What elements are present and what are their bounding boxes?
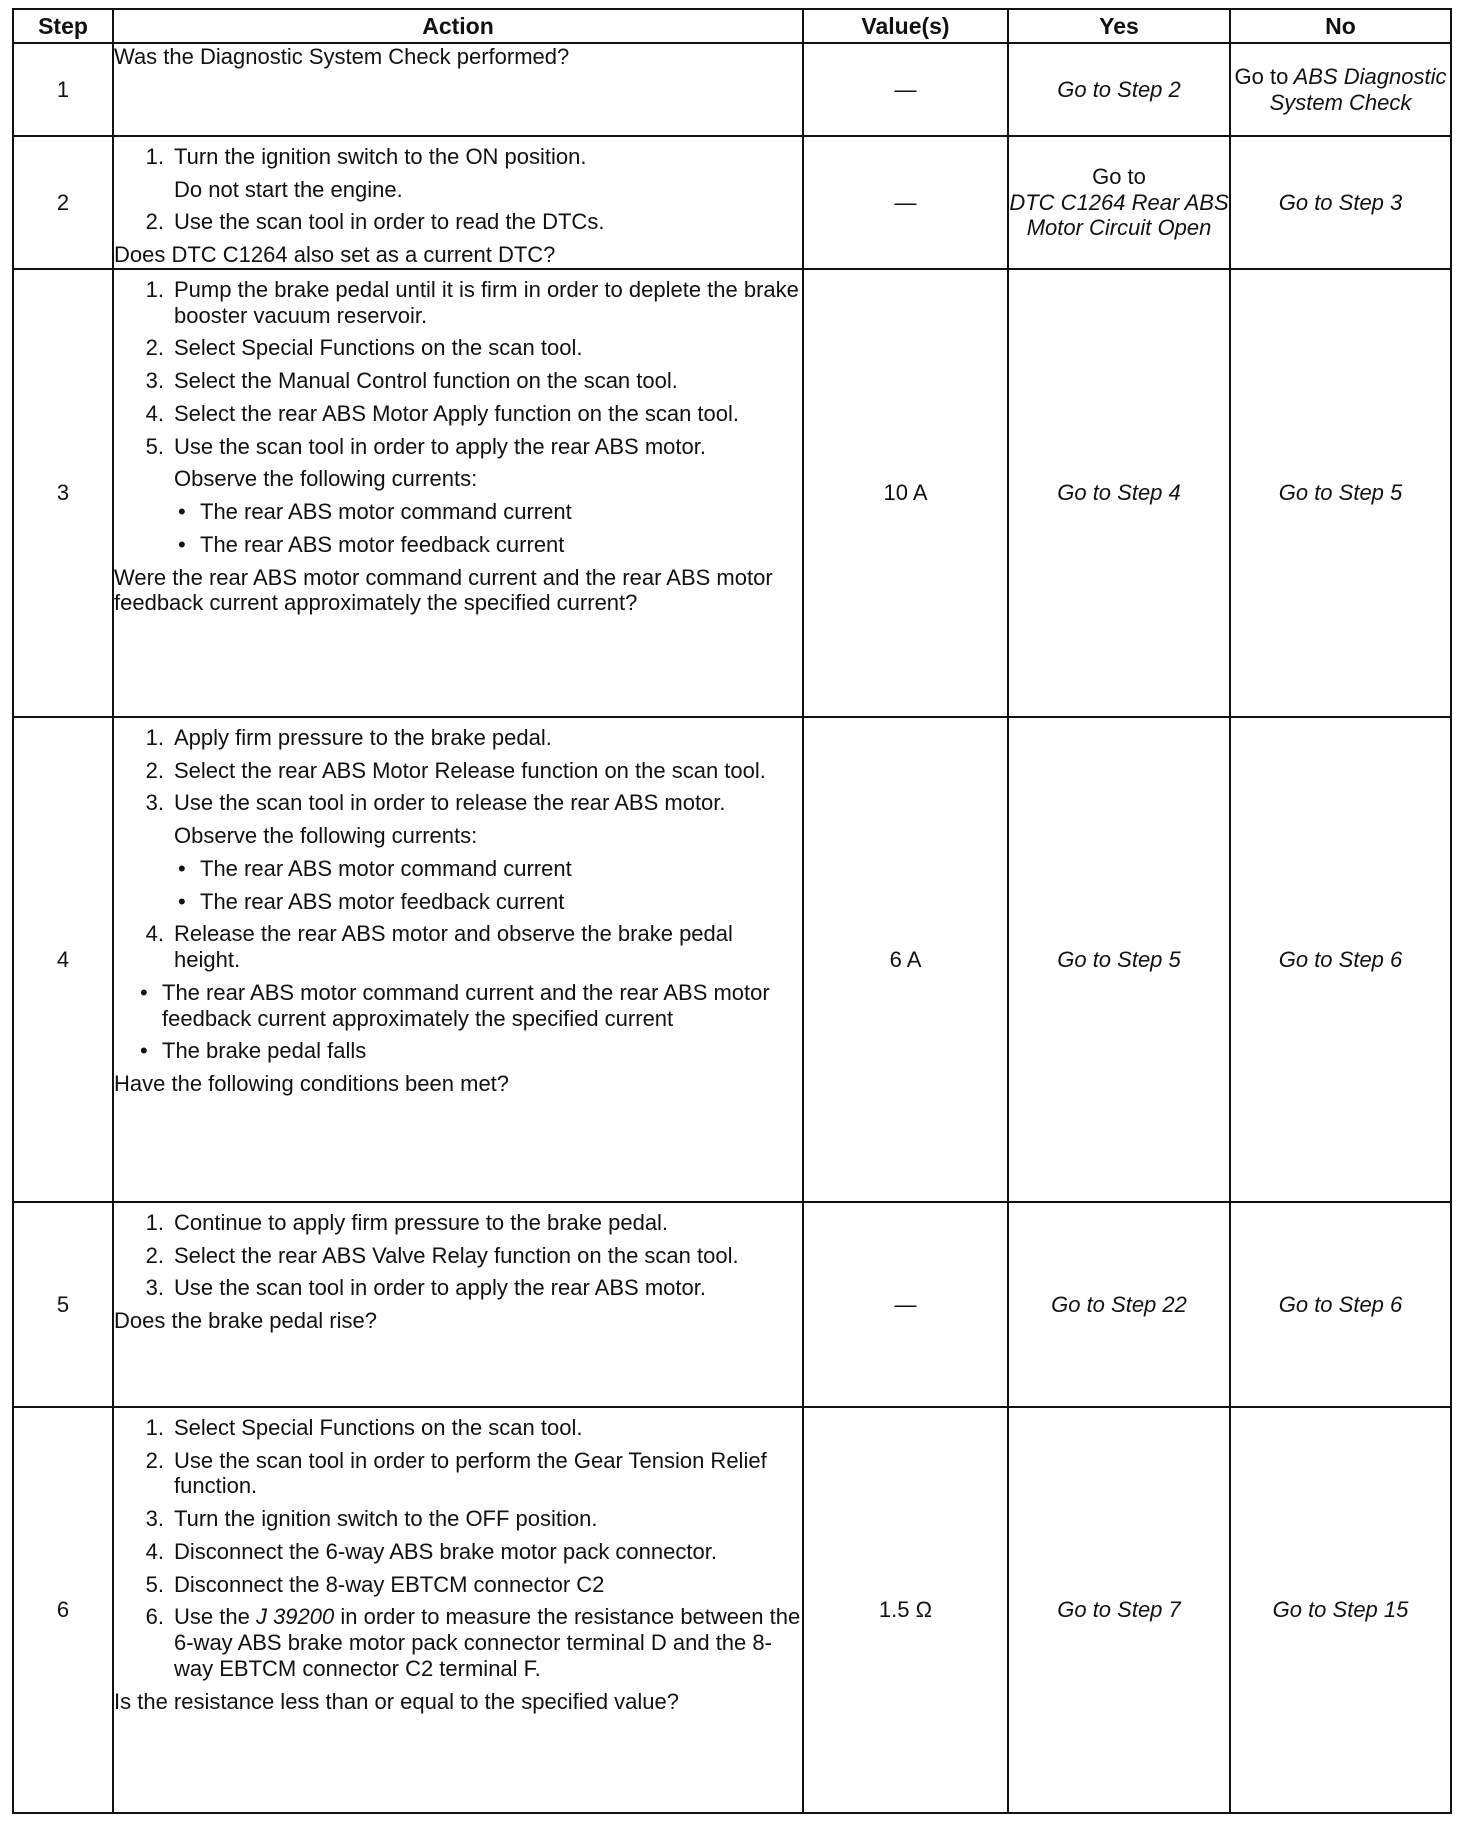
header-no: No <box>1230 9 1451 43</box>
item6-rest: in order to measure the resistance between the 6-way ABS brake motor pack connector terminal D and the 8-way EBTCM connector C2 terminal F. <box>174 1604 801 1681</box>
step-value: — <box>803 1202 1008 1407</box>
step-action <box>113 717 803 1202</box>
no-link[interactable]: ABS Diagnostic System Check <box>1269 63 1447 115</box>
list-item: 1. Turn the ignition switch to the ON position. <box>145 144 587 169</box>
step-1-row <box>13 43 1451 136</box>
step-2-row <box>13 136 1451 269</box>
diagnostic-table <box>12 8 1452 1814</box>
question: Is the resistance less than or equal to the specified value? <box>114 1688 680 1714</box>
step-3-row <box>13 269 1451 717</box>
no-prefix: Go to <box>1234 63 1289 89</box>
condition-item: • The rear ABS motor command current and the rear ABS motor feedback current approximately the specified current <box>140 979 770 1031</box>
step-number: 3 <box>13 269 113 717</box>
header-yes: Yes <box>1008 9 1230 43</box>
list-item: 2. Use the scan tool in order to perform the Gear Tension Relief function. <box>145 1447 767 1499</box>
no-action[interactable] <box>1230 43 1451 136</box>
list-item: 2. Select the rear ABS Valve Relay function on the scan tool. <box>145 1242 739 1268</box>
header-row <box>13 9 1451 43</box>
step-number: 1 <box>13 43 113 136</box>
no-action[interactable]: Go to Step 6 <box>1230 1202 1451 1407</box>
bullet-item: • The rear ABS motor command current <box>178 855 572 881</box>
yes-action[interactable] <box>1008 136 1230 269</box>
observe-note: Observe the following currents: <box>174 823 478 849</box>
list-item: 5. Disconnect the 8-way EBTCM connector C2 <box>145 1571 605 1597</box>
no-action[interactable]: Go to Step 15 <box>1230 1407 1451 1813</box>
list-item: 3. Turn the ignition switch to the OFF position. <box>145 1506 598 1532</box>
list-item: 2. Select the rear ABS Motor Release function on the scan tool. <box>145 757 766 783</box>
step-number: 2 <box>13 136 113 269</box>
question: Does the brake pedal rise? <box>114 1308 377 1334</box>
step-6-row <box>13 1407 1451 1813</box>
list-item: 4. Disconnect the 6-way ABS brake motor pack connector. <box>145 1538 717 1564</box>
question: Does DTC C1264 also set as a current DTC? <box>114 242 556 268</box>
list-item: 2. Select Special Functions on the scan tool. <box>145 335 583 361</box>
step-value: 10 A <box>803 269 1008 717</box>
yes-action[interactable]: Go to Step 7 <box>1008 1407 1230 1813</box>
header-step: Step <box>13 9 113 43</box>
no-action[interactable]: Go to Step 3 <box>1230 136 1451 269</box>
item-note: Do not start the engine. <box>174 176 403 202</box>
list-item: 1. Pump the brake pedal until it is firm in order to deplete the brake booster vacuum reservoir. <box>145 276 799 328</box>
bullet-item: • The rear ABS motor feedback current <box>178 531 565 557</box>
yes-link[interactable]: DTC C1264 Rear ABS Motor Circuit Open <box>1009 189 1229 241</box>
no-action[interactable]: Go to Step 5 <box>1230 269 1451 717</box>
list-item: 4. Release the rear ABS motor and observe the brake pedal height. <box>145 921 733 973</box>
list-item: 2. Use the scan tool in order to read the DTCs. <box>145 209 605 235</box>
list-item: 3. Use the scan tool in order to release the rear ABS motor. <box>145 790 726 816</box>
yes-action[interactable]: Go to Step 2 <box>1008 43 1230 136</box>
step-value: — <box>803 136 1008 269</box>
list-item: 3. Select the Manual Control function on the scan tool. <box>145 368 678 394</box>
step-number: 6 <box>13 1407 113 1813</box>
list-item: 1. Select Special Functions on the scan tool. <box>145 1414 583 1440</box>
yes-action[interactable]: Go to Step 22 <box>1008 1202 1230 1407</box>
step-action <box>113 43 803 136</box>
step-action <box>113 136 803 269</box>
header-values: Value(s) <box>803 9 1008 43</box>
list-item: 4. Select the rear ABS Motor Apply function on the scan tool. <box>145 400 739 426</box>
step-value: 1.5 Ω <box>803 1407 1008 1813</box>
question: Was the Diagnostic System Check performed? <box>114 44 570 69</box>
list-item: 3. Use the scan tool in order to apply the rear ABS motor. <box>145 1275 706 1301</box>
step-value: 6 A <box>803 717 1008 1202</box>
bullet-item: • The rear ABS motor command current <box>178 499 572 525</box>
list-item: 5. Use the scan tool in order to apply the rear ABS motor. <box>145 433 706 459</box>
no-action[interactable]: Go to Step 6 <box>1230 717 1451 1202</box>
item6-prefix: Use the <box>174 1604 250 1630</box>
yes-prefix: Go to <box>1092 163 1146 189</box>
condition-item: • The brake pedal falls <box>140 1038 367 1064</box>
tool-reference: J 39200 <box>255 1604 335 1630</box>
step-number: 4 <box>13 717 113 1202</box>
header-action: Action <box>113 9 803 43</box>
question: Have the following conditions been met? <box>114 1071 510 1097</box>
step-action <box>113 269 803 717</box>
yes-action[interactable]: Go to Step 4 <box>1008 269 1230 717</box>
observe-note: Observe the following currents: <box>174 466 478 492</box>
list-item: 1. Continue to apply firm pressure to the brake pedal. <box>145 1209 669 1235</box>
step-5-row <box>13 1202 1451 1407</box>
yes-action[interactable]: Go to Step 5 <box>1008 717 1230 1202</box>
step-4-row <box>13 717 1451 1202</box>
step-action <box>113 1202 803 1407</box>
step-action <box>113 1407 803 1813</box>
step-number: 5 <box>13 1202 113 1407</box>
list-item: 1. Apply firm pressure to the brake pedal. <box>145 724 552 750</box>
step-value: — <box>803 43 1008 136</box>
bullet-item: • The rear ABS motor feedback current <box>178 888 565 914</box>
question: Were the rear ABS motor command current and the rear ABS motor feedback current approximately the specified current? <box>114 564 773 616</box>
list-item: 6. Use the J 39200 in order to measure the resistance between the 6-way ABS brake motor pack connector terminal D and the 8-way EBTCM connector C2 terminal F. <box>145 1604 801 1681</box>
